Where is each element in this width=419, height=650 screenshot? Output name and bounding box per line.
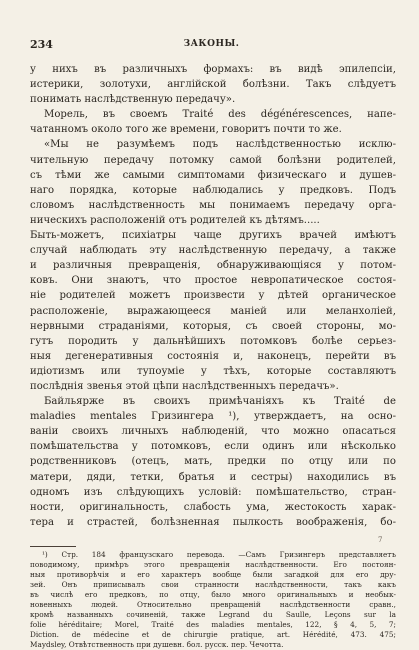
text-line: нервными страданіями, которыя, съ своей стороны, мо- (30, 320, 396, 332)
footnote-line: Diction. de médecine et de chirurgie pratique, art. Hérédité, 473. 475; (30, 630, 396, 639)
text-line: maladies mentales Гризингера ¹), утверждаетъ, на осно- (30, 411, 396, 423)
text-line: ническихъ расположеній отъ родителей къ дѣтямъ..... (30, 214, 320, 226)
footnote-line: новенныхъ людей. Относительно превращеній наслѣдственности сравн., (30, 600, 396, 609)
footnote-line: кромѣ названныхъ сочиненій, также Legrand du Saulle, Leçons sur la (30, 610, 396, 619)
footnote-line: ¹) Стр. 184 французскаго перевода. —Самъ Гризингеръ представляетъ (42, 550, 396, 559)
text-line: Морель, въ своемъ Traité des dégénérescences, напе- (44, 109, 396, 121)
text-line: послѣднія звенья этой цѣпи наслѣдственныхъ передачъ». (30, 380, 339, 392)
text-line: чатанномъ около того же времени, говоритъ почти то же. (30, 124, 342, 136)
running-head: ЗАКОНЫ. (183, 39, 240, 49)
text-line: Быть-можетъ, психіатры чаще другихъ врачей имѣютъ (30, 230, 396, 242)
text-line: наго порядка, которые наблюдались у предковъ. Подъ (30, 184, 396, 196)
footnote-line: Maydsley, Отвѣтственность при душевн. бол. русск. пер. Чечотта. (30, 640, 284, 649)
page-header (30, 38, 393, 52)
text-line: понимать наслѣдственную передачу». (30, 94, 236, 106)
text-line: гутъ породить у дальнѣйшихъ потомковъ болѣе серьез- (30, 335, 396, 347)
footnote (30, 550, 396, 650)
text-line: ковъ. Они знаютъ, что простое невропатическое состоя- (30, 275, 396, 287)
text-line: помѣшательства у потомковъ, если одинъ или нѣсколько (30, 441, 396, 453)
text-line: у нихъ въ различныхъ формахъ: въ видѣ эпилепсіи, (30, 64, 396, 75)
text-line: словомъ наслѣдственность мы понимаемъ передачу орга- (30, 199, 396, 211)
text-line: «Мы не разумѣемъ подъ наслѣдственностью исклю- (44, 139, 396, 151)
text-line: ныя дегенеративныя состоянія и, наконецъ, перейти въ (30, 350, 396, 362)
text-line: Байльярже въ своихъ примѣчаніяхъ къ Traité de (44, 396, 396, 408)
footnote-line: въ числѣ его предковъ, по отцу, было много оригинальныхъ и необык- (30, 590, 396, 599)
text-line: тера и страстей, болѣзненная пылкость воображенія, бо- (30, 516, 396, 528)
page-number: 234 (30, 38, 53, 51)
footnote-line: ныя противорѣчія и его характеръ вообще были загадкой для его дру- (30, 570, 396, 579)
text-line: истерики, золотухи, англійской болѣзни. Такъ слѣдуетъ (30, 79, 396, 91)
text-line: и различныя превращенія, обнаруживающіяся у потом- (30, 260, 396, 272)
text-line: чительную передачу потомку самой болѣзни родителей, (30, 154, 396, 166)
text-line: ніе родителей можетъ произвести у дѣтей органическое (30, 290, 396, 302)
text-line: расположеніе, выражающееся маніей или меланхоліей, (30, 305, 396, 317)
text-line: съ тѣми же самыми симптомами физическаго и душев- (30, 169, 396, 181)
text-line: родственниковъ (отецъ, мать, предки по отцу или по (30, 456, 396, 468)
footnote-line: folie héréditaire; Morel, Traité des maladies mentales, 122, § 4, 5, 7; (30, 620, 396, 629)
text-line: ности, оригинальность, слабость ума, жестокость харак- (30, 501, 396, 513)
footnote-line: поводимому, примѣръ этого превращенія наслѣдственности. Его постоян- (30, 560, 396, 569)
text-line: случай наблюдать эту наслѣдственную передачу, а также (30, 245, 396, 257)
text-line: одномъ изъ слѣдующихъ условій: помѣшательство, стран- (30, 486, 396, 498)
signature-mark: 7 (378, 536, 383, 544)
footnote-line: зей. Онъ приписывалъ свои странности наслѣдственности, такъ какъ (30, 580, 396, 589)
footnote-rule (30, 546, 76, 547)
text-line: идіотизмъ или тупоуміе у тѣхъ, которые составляютъ (30, 365, 396, 377)
text-line: ваніи своихъ личныхъ наблюденій, что можно опасаться (30, 426, 396, 438)
main-text (30, 62, 396, 530)
text-line: матери, дяди, тетки, братья и сестры) находились въ (30, 471, 396, 483)
